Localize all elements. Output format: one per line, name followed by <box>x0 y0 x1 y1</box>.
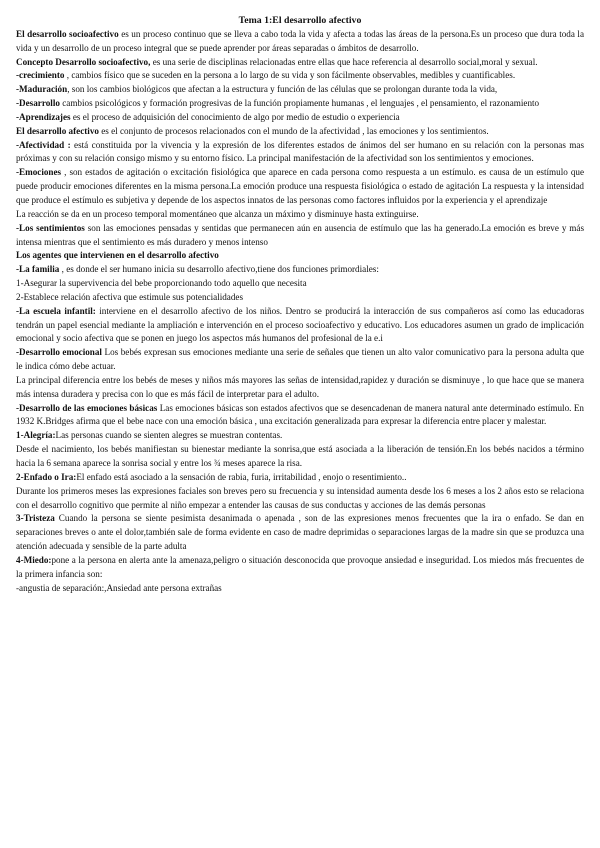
paragraph-heading: Concepto Desarrollo socioafectivo, <box>16 56 151 67</box>
paragraph <box>16 374 584 402</box>
paragraph-heading: -Aprendizajes <box>16 111 71 122</box>
paragraph-text: -angustia de separación:,Ansiedad ante persona extrañas <box>16 582 222 593</box>
paragraph <box>16 222 584 250</box>
paragraph-heading: 3-Tristeza <box>16 513 55 524</box>
paragraph-text: es una serie de disciplinas relacionadas entre ellas que hace referencia al desarrollo social,moral y sexual. <box>150 56 538 67</box>
paragraph <box>16 263 584 277</box>
paragraph-heading: -Desarrollo de las emociones básicas <box>16 402 158 413</box>
paragraph <box>16 554 584 582</box>
paragraph-text: , es donde el ser humano inicia su desarrollo afectivo,tiene dos funciones primordiales: <box>59 264 379 275</box>
paragraph-text: Las personas cuando se sienten alegres se muestran contentas. <box>55 430 283 441</box>
paragraph-heading: -La familia <box>16 264 60 275</box>
paragraph-heading: -Desarrollo emocional <box>16 347 102 358</box>
paragraph-text: es el conjunto de procesos relacionados con el mundo de la afectividad , las emociones y los sentimientos. <box>98 125 489 136</box>
paragraph-text: interviene en el desarrollo afectivo de los niños. Dentro se producirá la interacción de sus compañeros así como las educadoras tendrán un papel esencial mediante la ampliación e intervención en el proceso socioafectivo y educativo. Los educadores asumen un grado de implicación emocional y socio afectiva que se ponen en juego los aspectos más humanos del profesional de la e.i <box>16 305 584 344</box>
paragraph <box>16 111 584 125</box>
paragraph <box>16 485 584 513</box>
paragraph-text: cambios psicológicos y formación progresivas de la función propiamente humanas , el lenguajes , el pensamiento, el razonamiento <box>59 98 540 109</box>
paragraph-heading: 1-Alegría: <box>16 430 56 441</box>
paragraph-text: es el proceso de adquisición del conocimiento de algo por medio de estudio o experiencia <box>70 111 400 122</box>
paragraph-text: 1-Asegurar la supervivencia del bebe proporcionando todo aquello que necesita <box>16 278 307 289</box>
paragraph <box>16 471 584 485</box>
paragraph <box>16 249 584 263</box>
document-title: Tema 1:El desarrollo afectivo <box>238 15 362 26</box>
paragraph-text: La reacción se da en un proceso temporal momentáneo que alcanza un máximo y disminuye hasta extinguirse. <box>16 208 419 219</box>
paragraph <box>16 139 584 167</box>
paragraph-heading: -La escuela infantil: <box>16 305 96 316</box>
paragraph-heading: -Maduración <box>16 84 68 95</box>
paragraph-heading: -Desarrollo <box>16 98 60 109</box>
paragraph-text: 2-Establece relación afectiva que estimule sus potencialidades <box>16 291 244 302</box>
paragraph <box>16 305 584 347</box>
document-body <box>16 28 584 596</box>
paragraph <box>16 56 584 70</box>
paragraph-heading: -Emociones <box>16 167 62 178</box>
paragraph-text: es un proceso continuo que se lleva a cabo toda la vida y afecta a todas las áreas de la persona.Es un proceso que dura toda la vida y un desarrollo de un proceso integral que se puede aprender por áreas separadas o ámbitos de desarrollo. <box>16 28 584 53</box>
paragraph-heading: 4-Miedo: <box>16 554 52 565</box>
paragraph-heading: 2-Enfado o Ira: <box>16 471 77 482</box>
paragraph-text: pone a la persona en alerta ante la amenaza,peligro o situación desconocida que provoque ansiedad e inseguridad. Los miedos más frecuentes de la primera infancia son: <box>16 554 584 579</box>
paragraph-heading: Los agentes que intervienen en el desarrollo afectivo <box>16 250 219 261</box>
paragraph-text: Desde el nacimiento, los bebés manifiestan su bienestar mediante la sonrisa,que está asociada a la liberación de tensión.En los bebés nacidos a término hacia la 6 semana aparece la sonrisa social y entre los ¾ meses aparece la risa. <box>16 444 584 468</box>
paragraph-heading: -Los sentimientos <box>16 222 85 233</box>
paragraph-text: son las emociones pensadas y sentidas que permanecen aún en ausencia de estímulo que las ha generado.La emoción es breve y más intensa mientras que el sentimiento es más duradero y menos intenso <box>16 222 585 247</box>
paragraph <box>16 443 584 471</box>
paragraph-heading: -crecimiento <box>16 70 65 81</box>
paragraph <box>16 83 584 97</box>
paragraph <box>16 277 584 291</box>
paragraph-text: , son estados de agitación o excitación fisiológica que aparece en cada persona como respuesta a un estímulo. es causa de un estímulo que puede producir emociones diferentes en la misma persona.La emoción produce una respuesta fisiológica o estado de agitación La respuesta y la intensidad que produce el estímulo es subjetiva y depende de los aspectos innatos de las personas como factores influidos por la experiencia y el aprendizaje <box>16 167 584 205</box>
paragraph-text: El enfado está asociado a la sensación de rabia, furia, irritabilidad , enojo o resentimiento.. <box>76 471 407 482</box>
paragraph <box>16 28 584 56</box>
paragraph <box>16 208 584 222</box>
paragraph-heading: El desarrollo socioafectivo <box>16 28 119 39</box>
paragraph <box>16 512 584 554</box>
paragraph-text: , cambios físico que se suceden en la persona a lo largo de su vida y son fácilmente observables, medibles y cuantificables. <box>64 70 516 81</box>
paragraph-heading: -Afectividad : <box>16 139 71 150</box>
paragraph-text: Durante los primeros meses las expresiones faciales son breves pero su frecuencia y su intensidad aumenta desde los 6 meses a los 2 años esto se relaciona con el desarrollo cognitivo que permite al niño empezar a entender las causas de sus conductas y acciones de las demás personas <box>16 485 584 510</box>
paragraph <box>16 97 584 111</box>
document-page <box>16 14 584 595</box>
paragraph <box>16 69 584 83</box>
paragraph-text: Las emociones básicas son estados afectivos que se desencadenan de manera natural ante determinado estímulo. En 1932 K.Bridges afirma que el bebe nace con una emoción básica , una excitación generalizada para expresar la diferencia entre placer y malestar. <box>16 402 584 427</box>
paragraph-text: Cuando la persona se siente pesimista desanimada o apenada , son de las expresiones menos frecuentes que la ira o enfado. Se dan en separaciones breves o ante el dolor,también sale de forma evidente en caso de madre deprimidas o separaciones largas de la madre sin que se produzca una atención adecuada y sensible de la parte adulta <box>16 513 584 552</box>
paragraph <box>16 125 584 139</box>
paragraph <box>16 429 584 443</box>
paragraph <box>16 582 584 596</box>
paragraph-text: está constituida por la vivencia y la expresión de los diferentes estados de ánimos del ser humano en su relación con la personas mas próximas y con su relación consigo mismo y su entorno físico. La principal manifestación de la afectividad son los sentimientos y emociones. <box>16 139 584 164</box>
paragraph <box>16 402 584 430</box>
paragraph-text: Los bebés expresan sus emociones mediante una serie de señales que tienen un alto valor comunicativo para la persona adulta que le indica cómo debe actuar. <box>16 347 584 372</box>
paragraph <box>16 346 584 374</box>
paragraph-text: La principal diferencia entre los bebés de meses y niños más mayores las señas de intensidad,rapidez y duración se disminuye , lo que hace que se manera más intensa duradera y precisa con lo que es más fácil de interpretar para el adulto. <box>16 374 584 399</box>
paragraph <box>16 291 584 305</box>
paragraph-text: , son los cambios biológicos que afectan a la estructura y función de las células que se prolongan durante toda la vida, <box>67 84 498 95</box>
paragraph <box>16 166 584 208</box>
paragraph-heading: El desarrollo afectivo <box>16 125 99 136</box>
